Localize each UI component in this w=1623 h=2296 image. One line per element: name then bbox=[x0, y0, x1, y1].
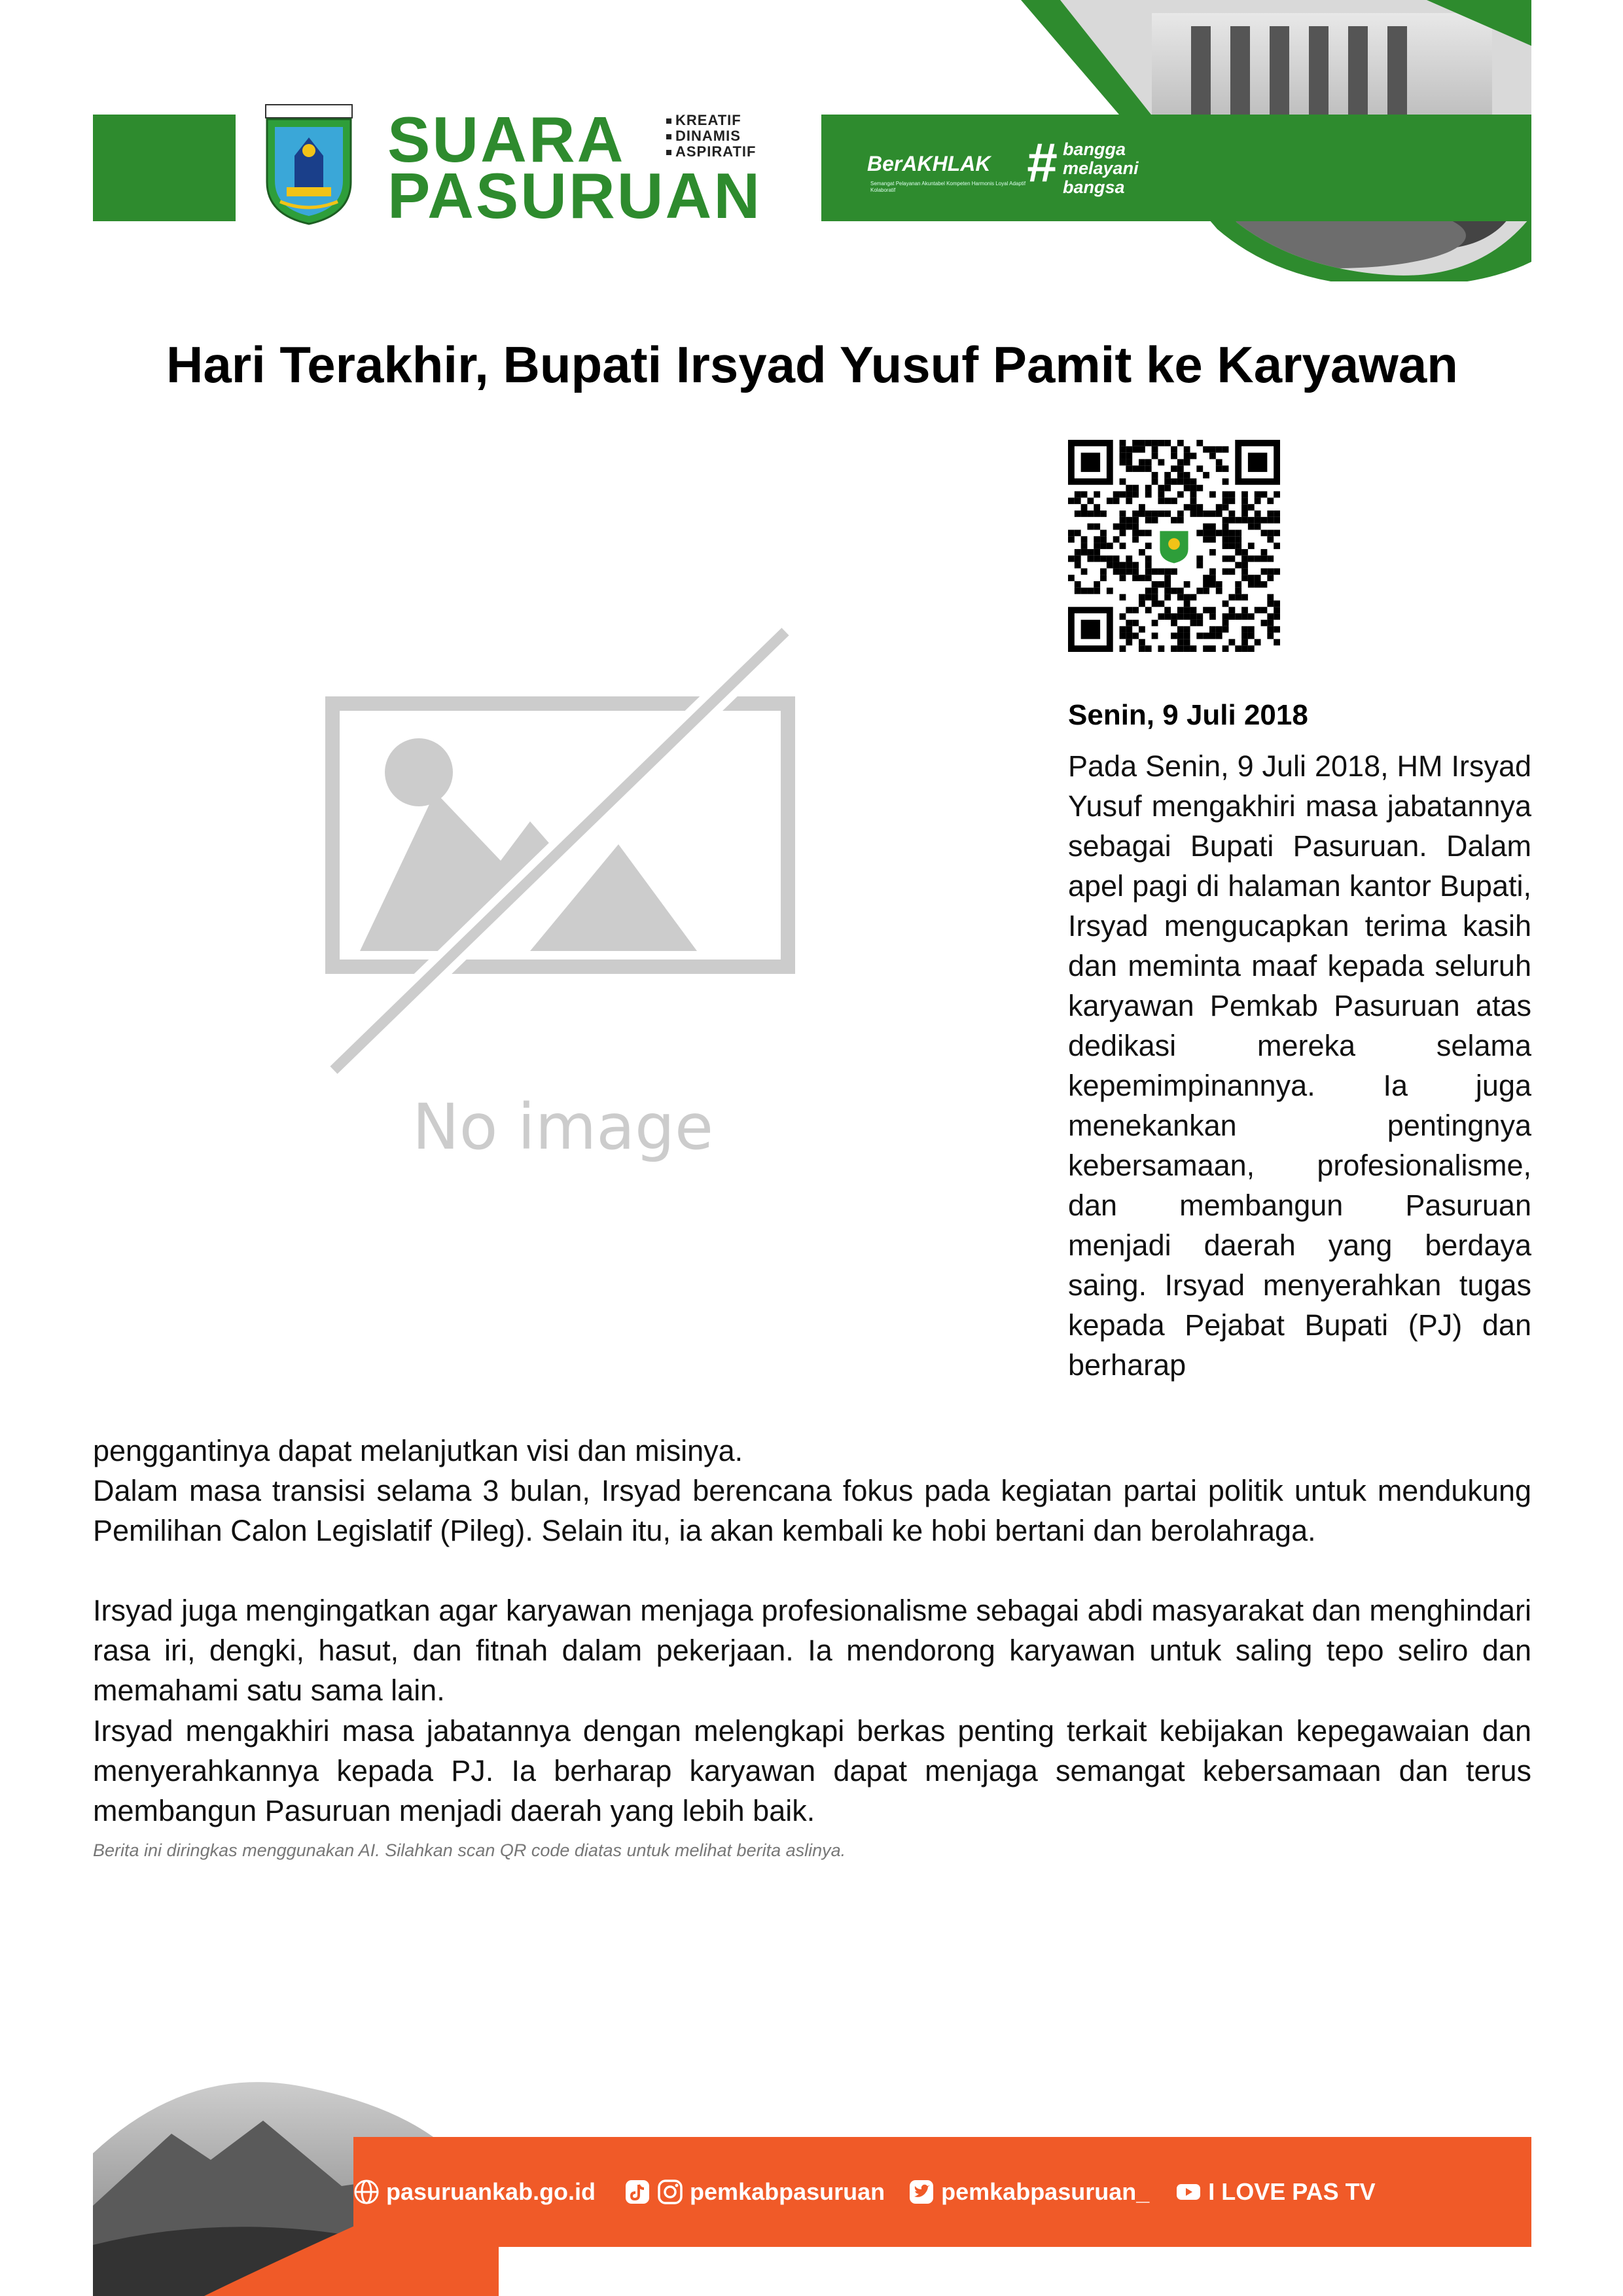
footer-youtube-link[interactable] bbox=[1175, 2178, 1375, 2206]
footer-website-link[interactable] bbox=[353, 2178, 596, 2206]
footer-tiktok-instagram-text: pemkabpasuruan bbox=[690, 2178, 885, 2205]
hashtag-mark: # bbox=[1026, 132, 1057, 193]
bmb-line: bangsa bbox=[1063, 177, 1125, 197]
footer-social-links bbox=[353, 2137, 1531, 2247]
no-image-label: No image bbox=[412, 1090, 714, 1164]
footer-twitter-text: pemkabpasuruan_ bbox=[941, 2178, 1150, 2205]
footer-twitter-link[interactable] bbox=[908, 2178, 1149, 2206]
brand-tagline bbox=[666, 113, 756, 160]
article-date: Senin, 9 Juli 2018 bbox=[1068, 699, 1308, 731]
brand-title-line2: PASURUAN bbox=[387, 160, 762, 232]
berakhlak-subtitle: Semangat Pelayanan Akuntabel Kompeten Harmonis Loyal Adaptif Kolaboratif bbox=[870, 181, 1026, 193]
article-paragraph-1: Pada Senin, 9 Juli 2018, HM Irsyad Yusuf mengakhiri masa jabatannya sebagai Bupati Pasuruan. Dalam apel pagi di halaman kantor Bupati, Irsyad mengucapkan terima kasih dan meminta maaf kepada seluruh karyawan Pemkab Pasuruan atas dedikasi mereka selama kepemimpinannya. Ia juga menekankan pentingnya kebersamaan, profesionalisme, dan membangun Pasuruan menjadi daerah yang berdaya saing. Irsyad menyerahkan tugas kepada Pejabat Bupati (PJ) dan berharap bbox=[1068, 749, 1531, 1382]
bangga-melayani-bangsa bbox=[1063, 140, 1139, 197]
instagram-icon bbox=[657, 2179, 683, 2205]
article-paragraph-4: Irsyad mengakhiri masa jabatannya dengan melengkapi berkas penting terkait kebijakan kepegawaian dan menyerahkannya kepada PJ. Ia berharap karyawan dapat menjaga semangat kebersamaan dan terus membangun Pasuruan menjadi daerah yang lebih baik. bbox=[93, 1714, 1531, 1827]
footer-youtube-text: I LOVE PAS TV bbox=[1208, 2178, 1376, 2205]
twitter-icon bbox=[908, 2179, 935, 2205]
berakhlak-logo: BerAKHLAK bbox=[867, 152, 991, 175]
tagline-item: DINAMIS bbox=[666, 128, 756, 144]
ai-summary-note: Berita ini diringkas menggunakan AI. Silahkan scan QR code diatas untuk melihat berita aslinya. bbox=[93, 1840, 846, 1860]
crest-icon bbox=[260, 103, 357, 225]
article-paragraph-2: Dalam masa transisi selama 3 bulan, Irsyad berencana fokus pada kegiatan partai politik untuk mendukung Pemilihan Calon Legislatif (Pileg). Selain itu, ia akan kembali ke hobi bertani dan berolahraga. bbox=[93, 1474, 1531, 1547]
tagline-item: ASPIRATIF bbox=[666, 144, 756, 160]
article-paragraph-1-continued: penggantinya dapat melanjutkan visi dan misinya. bbox=[93, 1434, 743, 1467]
bmb-line: bangga bbox=[1063, 139, 1126, 159]
tagline-item: KREATIF bbox=[666, 113, 756, 128]
article-paragraph-3: Irsyad juga mengingatkan agar karyawan menjaga profesionalisme sebagai abdi masyarakat dan menghindari rasa iri, dengki, hasut, dan fitnah dalam pekerjaan. Ia mendorong karyawan untuk saling tepo seliro dan memahami satu sama lain. bbox=[93, 1594, 1531, 1707]
qr-code[interactable] bbox=[1068, 440, 1280, 652]
no-image-placeholder bbox=[321, 625, 805, 1188]
bmb-line: melayani bbox=[1063, 158, 1139, 178]
article-title: Hari Terakhir, Bupati Irsyad Yusuf Pamit ke Karyawan bbox=[166, 336, 1458, 393]
brand-title-line1: SUARA bbox=[387, 103, 626, 175]
globe-icon bbox=[353, 2179, 380, 2205]
youtube-icon bbox=[1175, 2179, 1202, 2205]
footer-website-text: pasuruankab.go.id bbox=[386, 2178, 596, 2205]
footer-tiktok-instagram-link[interactable] bbox=[624, 2178, 885, 2206]
header-green-bar-left bbox=[93, 115, 236, 221]
tiktok-icon bbox=[624, 2179, 651, 2205]
